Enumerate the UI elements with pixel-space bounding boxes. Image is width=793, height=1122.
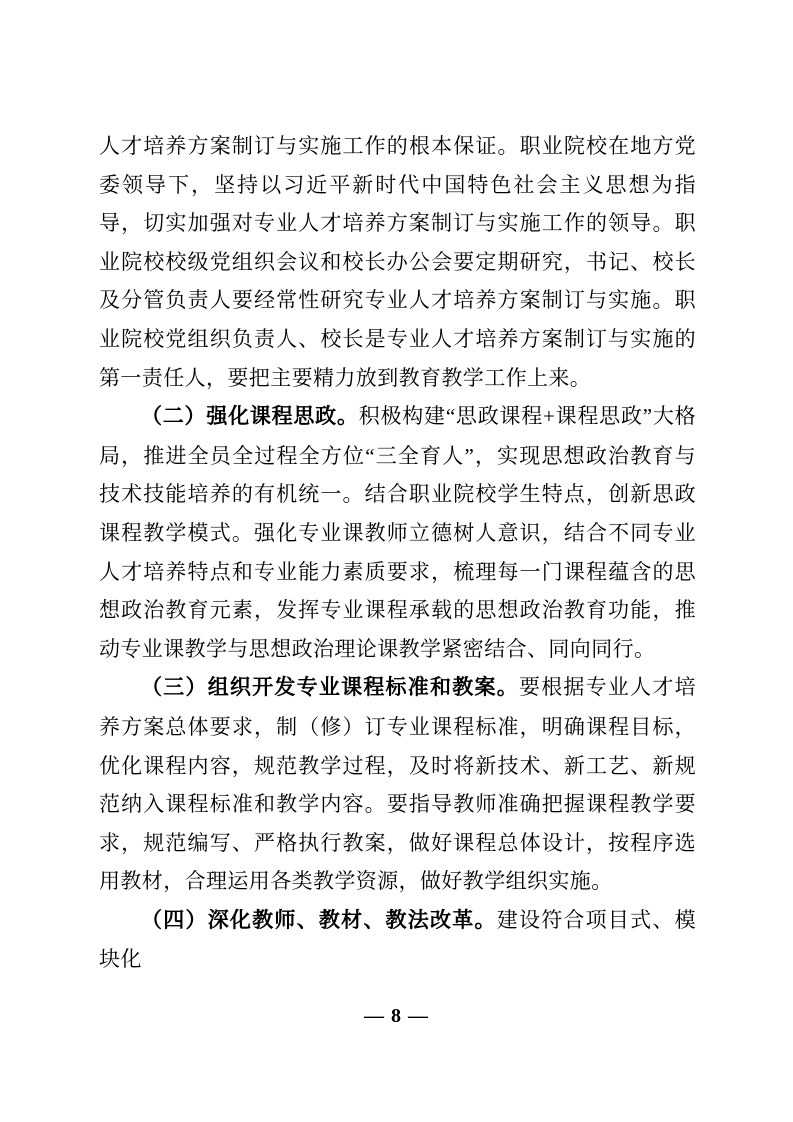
- paragraph: [99, 127, 696, 397]
- paragraph: [99, 901, 696, 979]
- paragraph-heading: （四）深化教师、教材、教法改革。: [141, 908, 497, 932]
- paragraph-text: 积极构建“思政课程+课程思政”大格局，推进全员全过程全方位“三全育人”，实现思想政治教育与技术技能培养的有机统一。结合职业院校学生特点，创新思政课程教学模式。强化专业课教师立德树人意识，结合不同专业人才培养特点和专业能力素质要求，梳理每一门课程蕴含的思想政治教育元素，发挥专业课程承载的思想政治教育功能，推动专业课教学与思想政治理论课教学紧密结合、同向同行。: [99, 404, 696, 661]
- paragraph: [99, 397, 696, 668]
- page-number: — 8 —: [364, 1005, 429, 1027]
- paragraph-heading: （二）强化课程思政。: [141, 405, 359, 429]
- paragraph-heading: （三）组织开发专业课程标准和教案。: [141, 676, 519, 700]
- document-body: [99, 127, 696, 979]
- paragraph-text: 要根据专业人才培养方案总体要求，制（修）订专业课程标准，明确课程目标，优化课程内容，规范教学过程，及时将新技术、新工艺、新规范纳入课程标准和教学内容。要指导教师准确把握课程教学要求，规范编写、严格执行教案，做好课程总体设计，按程序选用教材，合理运用各类教学资源，做好教学组织实施。: [99, 675, 696, 894]
- paragraph: [99, 668, 696, 901]
- paragraph-text: 建设符合项目式、模块化: [99, 907, 696, 972]
- paragraph-text: 人才培养方案制订与实施工作的根本保证。职业院校在地方党委领导下，坚持以习近平新时代中国特色社会主义思想为指导，切实加强对专业人才培养方案制订与实施工作的领导。职业院校校级党组织会议和校长办公会要定期研究，书记、校长及分管负责人要经常性研究专业人才培养方案制订与实施。职业院校党组织负责人、校长是专业人才培养方案制订与实施的第一责任人，要把主要精力放到教育教学工作上来。: [99, 134, 696, 390]
